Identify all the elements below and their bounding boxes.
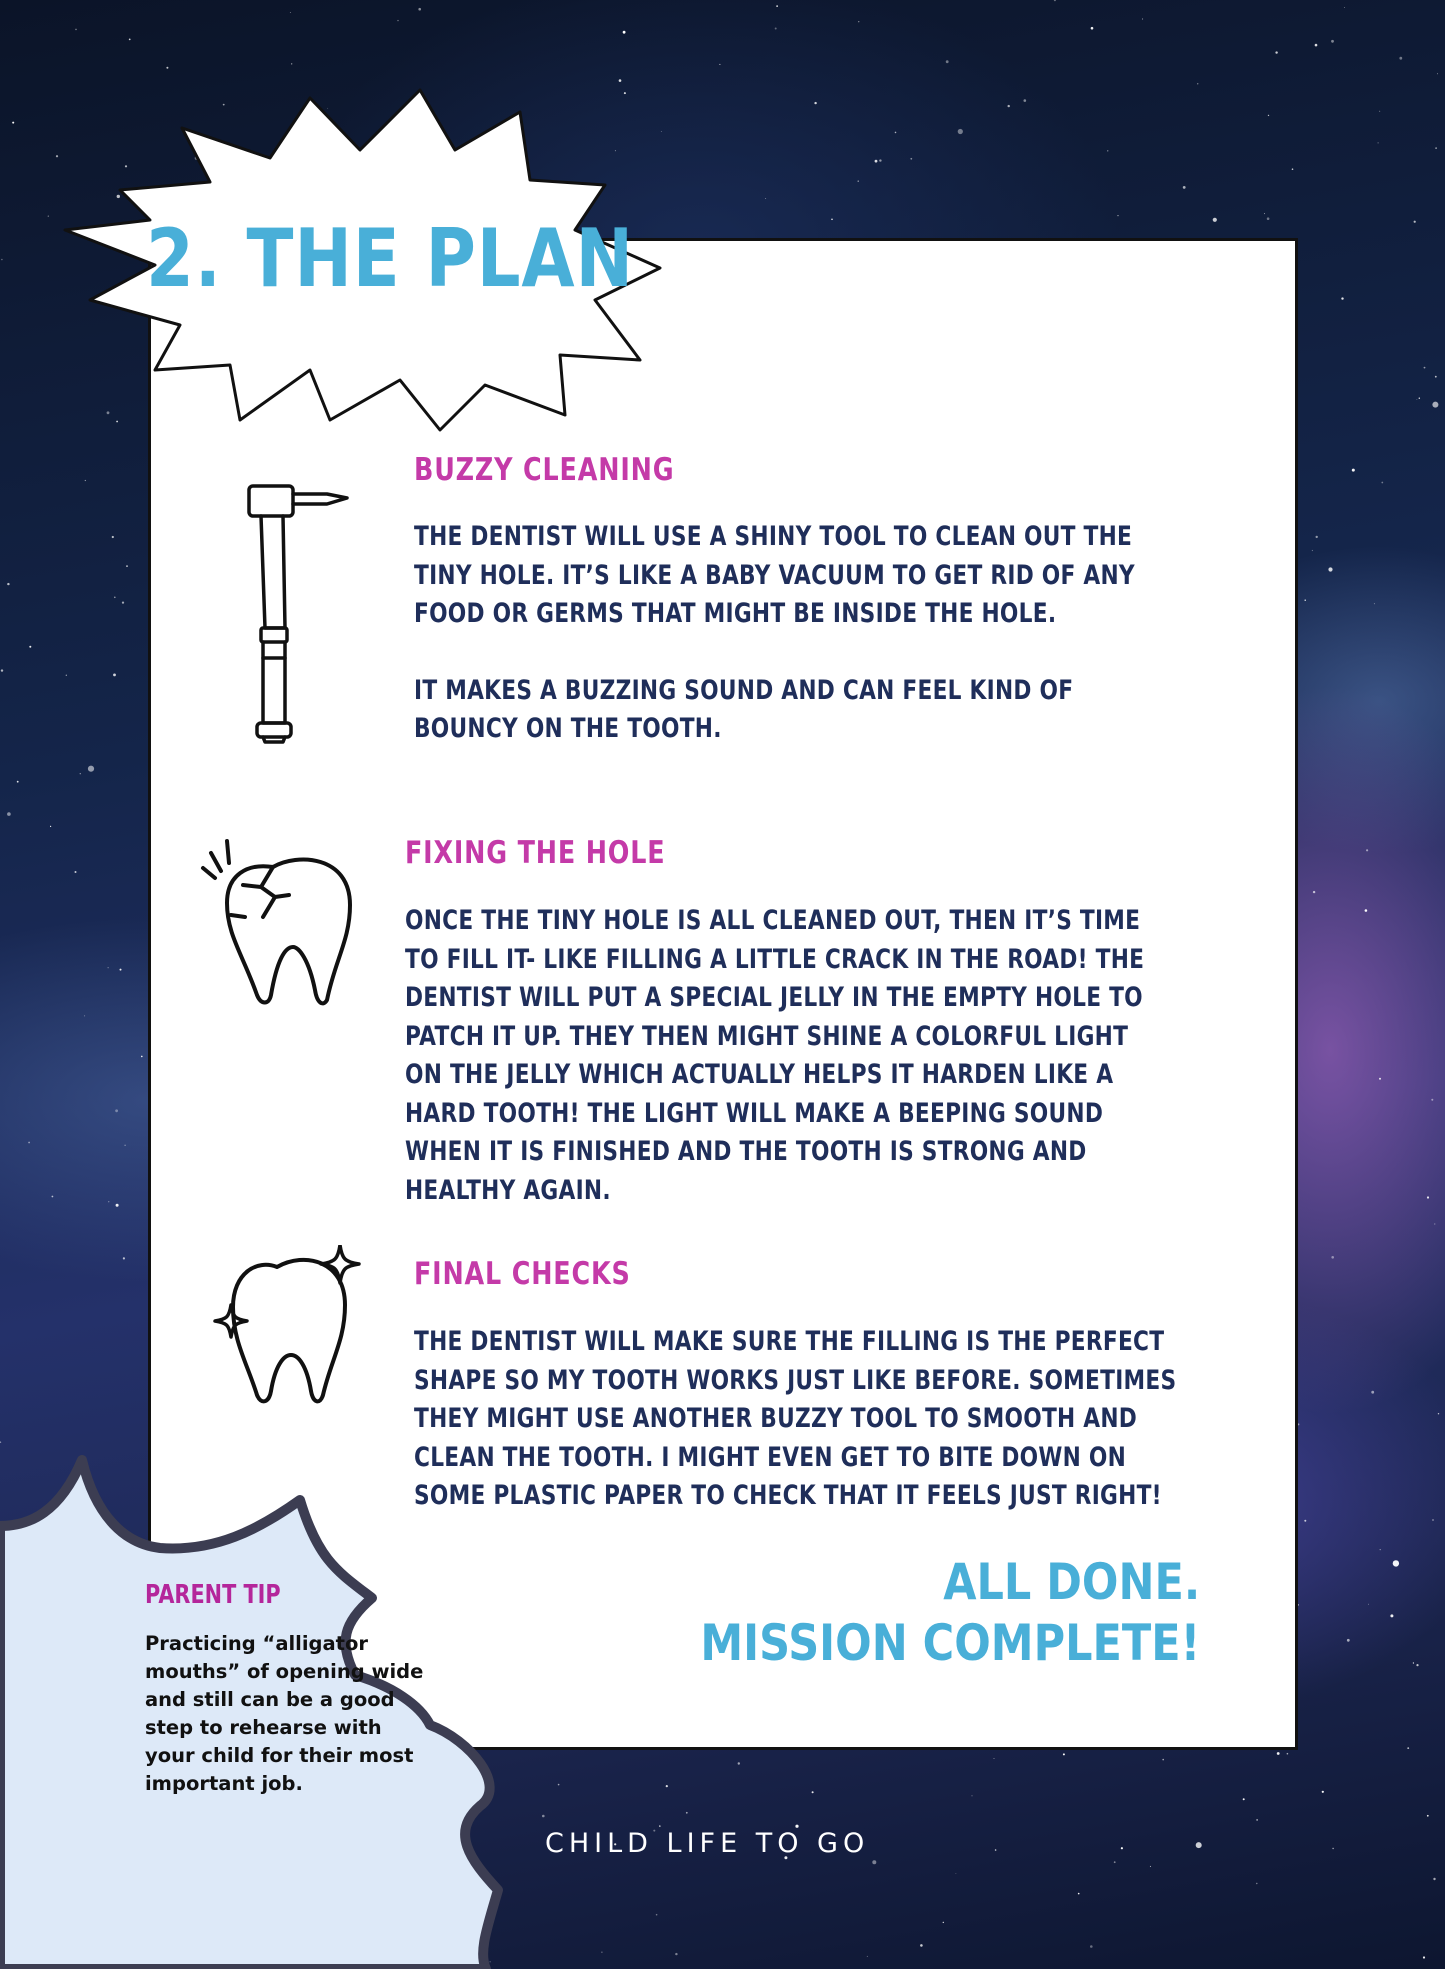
star-dot	[995, 1849, 997, 1851]
star-dot	[1399, 57, 1402, 60]
star-dot	[1381, 482, 1383, 484]
star-dot	[1304, 1520, 1306, 1522]
star-dot	[1433, 1878, 1435, 1880]
cracked-tooth-icon	[185, 835, 360, 1010]
star-dot	[1427, 1196, 1429, 1198]
star-dot	[1313, 891, 1315, 893]
star-dot	[166, 67, 168, 69]
star-dot	[50, 826, 51, 827]
star-dot	[920, 1944, 923, 1947]
star-dot	[1162, 1759, 1164, 1761]
section-heading-buzzy-cleaning: BUZZY CLEANING	[414, 452, 675, 488]
star-dot	[686, 1812, 688, 1814]
footer-brand: CHILD LIFE TO GO	[545, 1828, 870, 1859]
star-dot	[1305, 600, 1306, 601]
star-dot	[1379, 111, 1380, 112]
star-dot	[56, 155, 58, 157]
star-dot	[1437, 73, 1438, 74]
star-dot	[1419, 398, 1420, 399]
star-dot	[52, 1196, 54, 1198]
star-dot	[1341, 297, 1343, 299]
star-dot	[85, 480, 86, 481]
star-dot	[1121, 1847, 1123, 1849]
star-dot	[776, 5, 778, 7]
star-dot	[1316, 536, 1318, 538]
star-dot	[1344, 7, 1345, 8]
star-dot	[1264, 213, 1265, 214]
star-dot	[872, 1860, 876, 1864]
star-dot	[1332, 1848, 1333, 1849]
star-dot	[397, 20, 398, 21]
star-dot	[1256, 1883, 1257, 1884]
section-heading-fixing-the-hole: FIXING THE HOLE	[405, 835, 666, 871]
section-paragraph: THE DENTIST WILL MAKE SURE THE FILLING IS THE PERFECT SHAPE SO MY TOOTH WORKS JUST LIKE BEFORE. SOMETIMES THEY MIGHT USE ANOTHER BUZZY TOOL TO SMOOTH AND CLEAN THE TOOTH. I MIGHT EVEN GET TO BITE DOWN ON SOME PLASTIC PAPER TO CHECK THAT IT FEELS JUST RIGHT!	[414, 1326, 1177, 1511]
star-dot	[1, 259, 3, 261]
star-dot	[114, 597, 116, 599]
star-dot	[80, 773, 81, 774]
star-dot	[1417, 399, 1418, 400]
star-dot	[1390, 1614, 1393, 1617]
star-dot	[775, 28, 777, 30]
star-dot	[1114, 1861, 1116, 1863]
star-dot	[1107, 150, 1108, 151]
star-dot	[66, 675, 67, 676]
star-dot	[12, 122, 14, 124]
star-dot	[29, 646, 31, 648]
star-dot	[1347, 1639, 1350, 1642]
star-dot	[28, 1142, 30, 1144]
star-dot	[112, 536, 114, 538]
star-dot	[1, 669, 3, 671]
star-dot	[623, 31, 626, 34]
star-dot	[126, 565, 128, 567]
star-dot	[1024, 99, 1027, 102]
section-paragraph: THE DENTIST WILL USE A SHINY TOOL TO CLEAN OUT THE TINY HOLE. IT’S LIKE A BABY VACUUM TO GET RID OF ANY FOOD OR GERMS THAT MIGHT BE INSIDE THE HOLE.	[414, 521, 1135, 629]
star-dot	[675, 1953, 677, 1955]
star-dot	[943, 1922, 944, 1923]
star-dot	[113, 674, 116, 677]
star-dot	[1371, 1391, 1374, 1394]
star-dot	[958, 129, 963, 134]
star-dot	[48, 216, 49, 217]
star-dot	[122, 602, 124, 604]
star-dot	[1393, 1560, 1399, 1566]
star-dot	[75, 29, 77, 31]
star-dot	[719, 64, 720, 65]
parent-tip-title: PARENT TIP	[145, 1580, 281, 1610]
section-paragraph: ONCE THE TINY HOLE IS ALL CLEANED OUT, THEN IT’S TIME TO FILL IT- LIKE FILLING A LITTLE CRACK IN THE ROAD! THE DENTIST WILL PUT A SPECIAL JELLY IN THE EMPTY HOLE TO PATCH IT UP. THEY THEN MIGHT SHINE A COLORFUL LIGHT ON THE JELLY WHICH ACTUALLY HELPS IT HARDEN LIKE A HARD TOOTH! THE LIGHT WILL MAKE A BEEPING SOUND WHEN IT IS FINISHED AND THE TOOTH IS STRONG AND HEALTHY AGAIN.	[405, 905, 1145, 1206]
star-dot	[120, 969, 122, 971]
star-dot	[1008, 105, 1010, 107]
star-dot	[971, 1795, 972, 1796]
star-dot	[1331, 40, 1334, 43]
parent-tip-body: Practicing “alligator mouths” of opening wide and still can be a good step to rehearse with your child for their most important job.	[145, 1632, 424, 1795]
star-dot	[946, 60, 949, 63]
star-dot	[879, 159, 881, 161]
star-dot	[116, 1204, 119, 1207]
star-dot	[1365, 909, 1368, 912]
star-dot	[910, 158, 912, 160]
star-dot	[1150, 1866, 1151, 1867]
star-dot	[1431, 1099, 1433, 1101]
star-dot	[1256, 1819, 1258, 1821]
star-dot	[1423, 1956, 1425, 1958]
star-dot	[895, 132, 897, 134]
star-dot	[108, 1201, 109, 1202]
star-dot	[1331, 1256, 1334, 1259]
star-dot	[1328, 567, 1332, 571]
star-dot	[1213, 218, 1217, 222]
star-dot	[601, 1952, 602, 1953]
section-heading-final-checks: FINAL CHECKS	[414, 1256, 631, 1292]
star-dot	[1378, 142, 1379, 143]
star-dot	[1438, 1413, 1439, 1414]
star-dot	[858, 21, 859, 22]
star-dot	[1379, 1078, 1381, 1080]
star-dot	[1275, 51, 1277, 53]
star-dot	[814, 102, 816, 104]
star-dot	[1434, 1224, 1435, 1225]
star-dot	[1091, 27, 1094, 30]
star-dot	[7, 583, 9, 585]
star-dot	[115, 1109, 118, 1112]
star-dot	[765, 198, 766, 199]
star-dot	[124, 1145, 125, 1146]
star-dot	[1380, 1549, 1381, 1550]
star-dot	[812, 1791, 814, 1793]
sparkling-tooth-icon	[205, 1245, 370, 1410]
star-dot	[867, 1956, 868, 1957]
star-dot	[141, 1056, 143, 1058]
star-dot	[1374, 603, 1375, 604]
star-dot	[290, 12, 291, 13]
star-dot	[7, 812, 11, 816]
star-dot	[1312, 550, 1313, 551]
star-dot	[108, 967, 109, 968]
star-dot	[1416, 1664, 1418, 1666]
star-dot	[1277, 1752, 1280, 1755]
star-dot	[1117, 215, 1118, 216]
star-dot	[656, 1914, 658, 1916]
star-dot	[666, 1785, 668, 1787]
star-dot	[659, 1825, 661, 1827]
star-dot	[1315, 44, 1318, 47]
star-dot	[831, 219, 833, 221]
star-dot	[1432, 402, 1438, 408]
star-dot	[123, 1257, 125, 1259]
star-dot	[1183, 186, 1186, 189]
star-dot	[75, 871, 77, 873]
star-dot	[1268, 115, 1269, 116]
star-dot	[994, 1758, 995, 1759]
star-dot	[1424, 367, 1426, 369]
section-body-fixing-the-hole	[405, 902, 1168, 1210]
star-dot	[291, 63, 292, 64]
star-dot	[1407, 1747, 1409, 1749]
mission-complete-text	[700, 1552, 1200, 1674]
star-dot	[1142, 19, 1143, 20]
star-dot	[858, 181, 859, 182]
star-dot	[1352, 469, 1355, 472]
section-paragraph: IT MAKES A BUZZING SOUND AND CAN FEEL KIND OF BOUNCY ON THE TOOTH.	[414, 674, 1074, 744]
star-dot	[17, 781, 19, 783]
star-dot	[1435, 147, 1437, 149]
page-title: 2. THE PLAN	[146, 212, 634, 305]
mission-complete-line: ALL DONE.	[943, 1553, 1200, 1611]
star-dot	[1292, 168, 1294, 170]
star-dot	[129, 39, 131, 41]
star-dot	[1078, 1893, 1080, 1895]
star-dot	[418, 8, 421, 11]
star-dot	[88, 766, 94, 772]
star-dot	[1267, 217, 1270, 220]
star-dot	[875, 160, 878, 163]
star-dot	[1243, 1798, 1245, 1800]
star-dot	[1427, 1815, 1429, 1817]
star-dot	[1414, 221, 1416, 223]
section-body-buzzy-cleaning	[414, 518, 1181, 749]
star-dot	[1196, 1842, 1202, 1848]
star-dot	[1435, 376, 1437, 378]
dental-drill-icon	[235, 478, 355, 748]
star-dot	[1432, 1519, 1434, 1521]
mission-complete-line: MISSION COMPLETE!	[700, 1614, 1200, 1672]
star-dot	[956, 1873, 957, 1874]
star-dot	[1368, 1604, 1369, 1605]
star-dot	[1090, 1945, 1093, 1948]
star-dot	[1063, 1753, 1065, 1755]
star-dot	[84, 1015, 85, 1016]
star-dot	[738, 1762, 740, 1764]
star-dot	[1197, 83, 1198, 84]
star-dot	[1287, 1753, 1289, 1755]
star-dot	[1322, 1791, 1324, 1793]
star-dot	[1413, 1662, 1414, 1663]
star-dot	[1366, 849, 1368, 851]
star-dot	[1054, 0, 1056, 1]
